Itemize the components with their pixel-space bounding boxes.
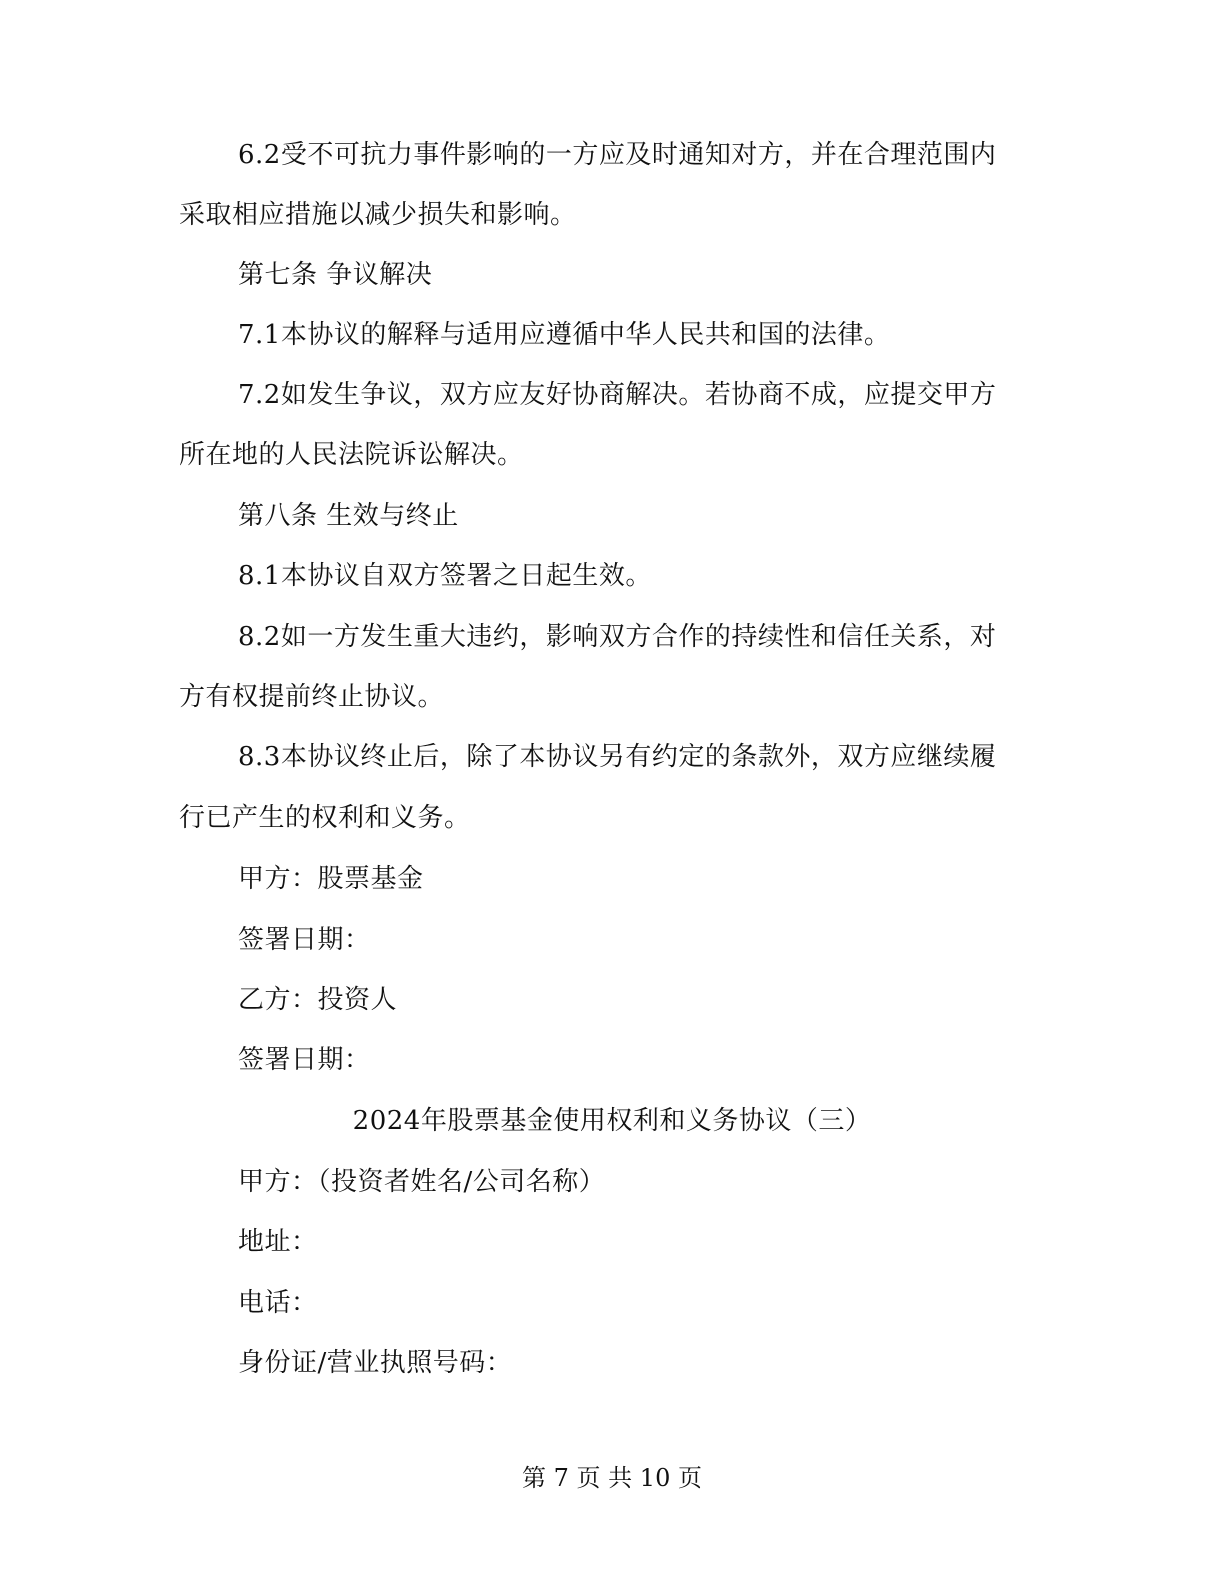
clause-6-2-line-1: 6.2受不可抗力事件影响的一方应及时通知对方，并在合理范围内 [238,140,997,170]
clause-8-3-line-2: 行已产生的权利和义务。 [179,803,471,833]
article-8-heading: 第八条 生效与终止 [238,501,459,531]
address-label: 地址： [238,1227,318,1257]
party-a-signature-label: 甲方：股票基金 [238,864,424,894]
page-footer: 第 7 页 共 10 页 [522,1464,702,1492]
next-agreement-title: 2024年股票基金使用权利和义务协议（三） [352,1106,872,1136]
next-party-a: 甲方：（投资者姓名/公司名称） [238,1167,606,1197]
clause-8-1: 8.1本协议自双方签署之日起生效。 [238,561,652,591]
clause-7-1: 7.1本协议的解释与适用应遵循中华人民共和国的法律。 [238,320,891,350]
clause-7-2-line-2: 所在地的人民法院诉讼解决。 [179,440,524,470]
clause-8-3-line-1: 8.3本协议终止后，除了本协议另有约定的条款外，双方应继续履 [238,742,997,772]
party-a-sign-date: 签署日期： [238,925,371,955]
article-7-heading: 第七条 争议解决 [238,260,433,290]
party-b-sign-date: 签署日期： [238,1045,371,1075]
id-number-label: 身份证/营业执照号码： [238,1348,513,1378]
clause-8-2-line-2: 方有权提前终止协议。 [179,682,445,712]
clause-6-2-line-2: 采取相应措施以减少损失和影响。 [179,200,577,230]
clause-8-2-line-1: 8.2如一方发生重大违约，影响双方合作的持续性和信任关系，对 [238,622,997,652]
clause-7-2-line-1: 7.2如发生争议，双方应友好协商解决。若协商不成，应提交甲方 [238,380,997,410]
party-b-signature-label: 乙方：投资人 [238,985,398,1015]
phone-label: 电话： [238,1288,318,1318]
